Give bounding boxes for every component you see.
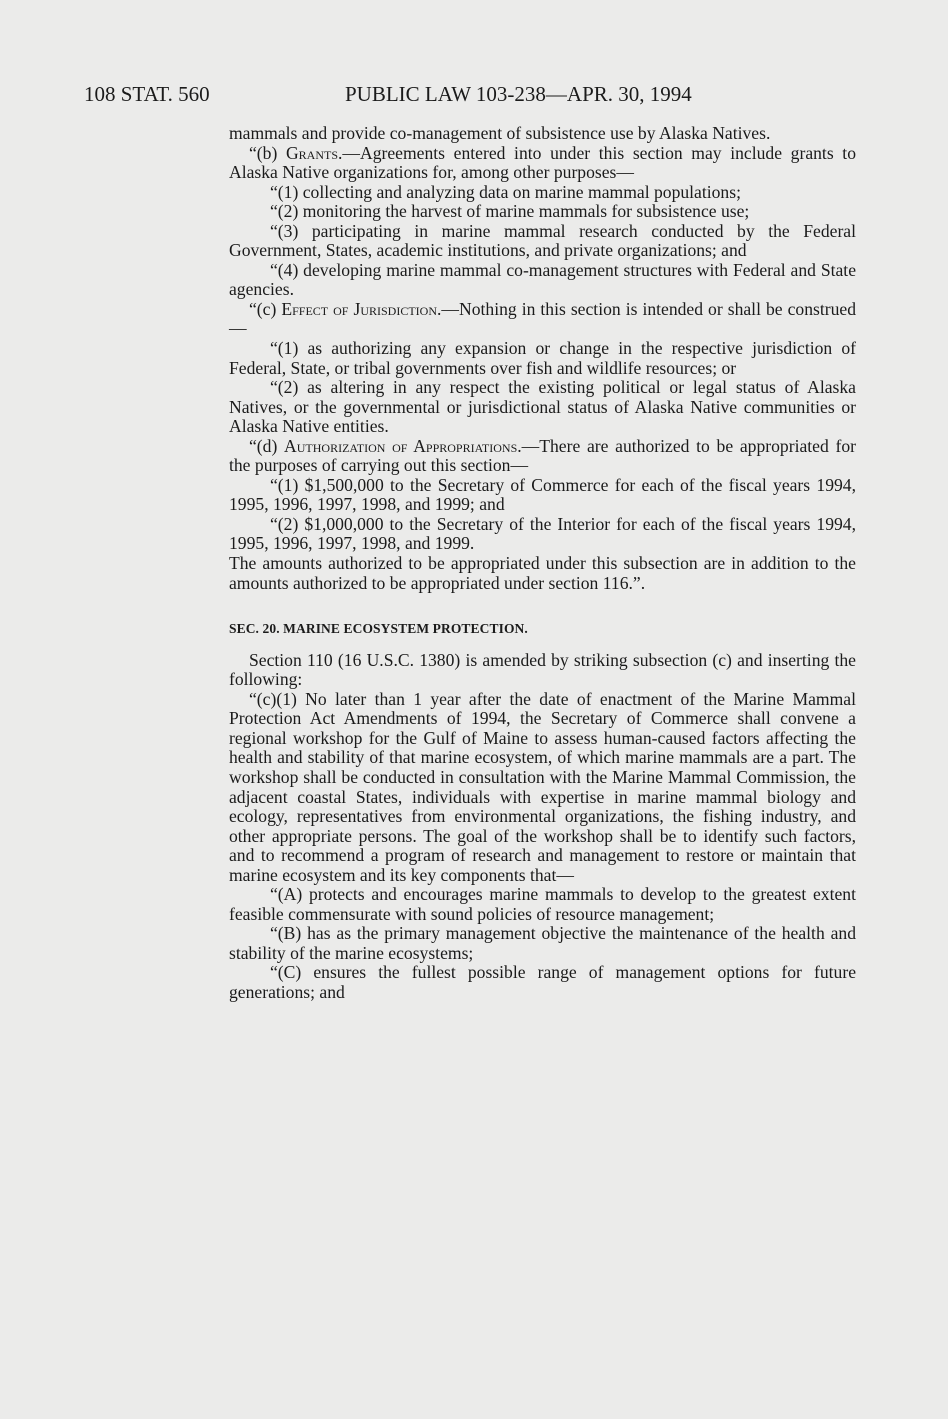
section-intro: Section 110 (16 U.S.C. 1380) is amended by striking subsection (c) and inserting the following: — [229, 649, 856, 690]
subsection-b-item-3: “(3) participating in marine mammal research conducted by the Federal Government, States, academic institutions, and private organizations; and — [229, 220, 856, 261]
section-heading: SEC. 20. MARINE ECOSYSTEM PROTECTION. — [229, 621, 528, 637]
public-law-citation: PUBLIC LAW 103-238—APR. 30, 1994 — [345, 82, 692, 106]
subsection-c — [229, 300, 856, 339]
subsection-d — [229, 437, 856, 476]
subsection-c-item-2: “(2) as altering in any respect the existing political or legal status of Alaska Natives, or the governmental or jurisdictional status of Alaska Native communities or Alaska Native entities. — [229, 377, 856, 437]
subsection-b-lead: “(b) — [249, 142, 286, 163]
subsection-d-lead: “(d) — [249, 435, 285, 456]
body-text — [229, 124, 856, 1003]
section-item-c: “(C) ensures the fullest possible range of management options for future generations; and — [229, 962, 856, 1002]
subsection-b — [229, 144, 856, 183]
statute-page-number: 108 STAT. 560 — [84, 82, 210, 106]
subsection-d-item-1: “(1) $1,500,000 to the Secretary of Commerce for each of the fiscal years 1994, 1995, 1996, 1997, 1998, and 1999; and — [229, 474, 856, 515]
subsection-d-item-2: “(2) $1,000,000 to the Secretary of the Interior for each of the fiscal years 1994, 1995, 1996, 1997, 1998, and 1999. — [229, 513, 856, 554]
paragraph-continuation: mammals and provide co-management of subsistence use by Alaska Natives. — [229, 123, 771, 143]
section-c1-paragraph: “(c)(1) No later than 1 year after the date of enactment of the Marine Mammal Protection Act Amendments of 1994, the Secretary of Commerce shall convene a regional workshop for the Gulf of Maine to assess human-caused factors affecting the health and stability of that marine ecosystem, of which marine mammals are a part. The workshop shall be conducted in consultation with the Marine Mammal Commission, the adjacent coastal States, individuals with expertise in marine mammal biology and ecology, representatives from environmental organizations, the fishing industry, and other appropriate persons. The goal of the workshop shall be to identify such factors, and to recommend a program of research and management to restore or maintain that marine ecosystem and its key components that— — [229, 688, 856, 885]
subsection-b-text: .—Agreements entered into under this section may include grants to Alaska Native organizations for, among other purposes— — [229, 142, 856, 183]
subsection-d-heading: Authorization of Appropriations — [284, 435, 518, 456]
running-header — [84, 81, 784, 111]
subsection-b-item-4: “(4) developing marine mammal co-management structures with Federal and State agencies. — [229, 259, 856, 300]
subsection-c-text: .—Nothing in this section is intended or shall be construed— — [229, 298, 856, 339]
subsection-c-item-1: “(1) as authorizing any expansion or change in the respective jurisdiction of Federal, State, or tribal governments over fish and wildlife resources; or — [229, 338, 856, 378]
subsection-b-item-1: “(1) collecting and analyzing data on marine mammal populations; — [270, 181, 741, 202]
subsection-c-lead: “(c) — [249, 298, 282, 319]
subsection-c-heading: Effect of Jurisdiction — [281, 298, 438, 319]
subsection-b-heading: Grants — [285, 142, 339, 163]
section-item-a: “(A) protects and encourages marine mammals to develop to the greatest extent feasible commensurate with sound policies of resource management; — [229, 884, 856, 924]
section-item-b: “(B) has as the primary management objective the maintenance of the health and stability of the marine ecosystems; — [229, 923, 856, 963]
subsection-d-text: .—There are authorized to be appropriated for the purposes of carrying out this section— — [229, 435, 856, 476]
subsection-b-item-2: “(2) monitoring the harvest of marine mammals for subsistence use; — [270, 201, 750, 222]
subsection-d-closing: The amounts authorized to be appropriated under this subsection are in addition to the amounts authorized to be appropriated under section 116.”. — [229, 553, 856, 593]
